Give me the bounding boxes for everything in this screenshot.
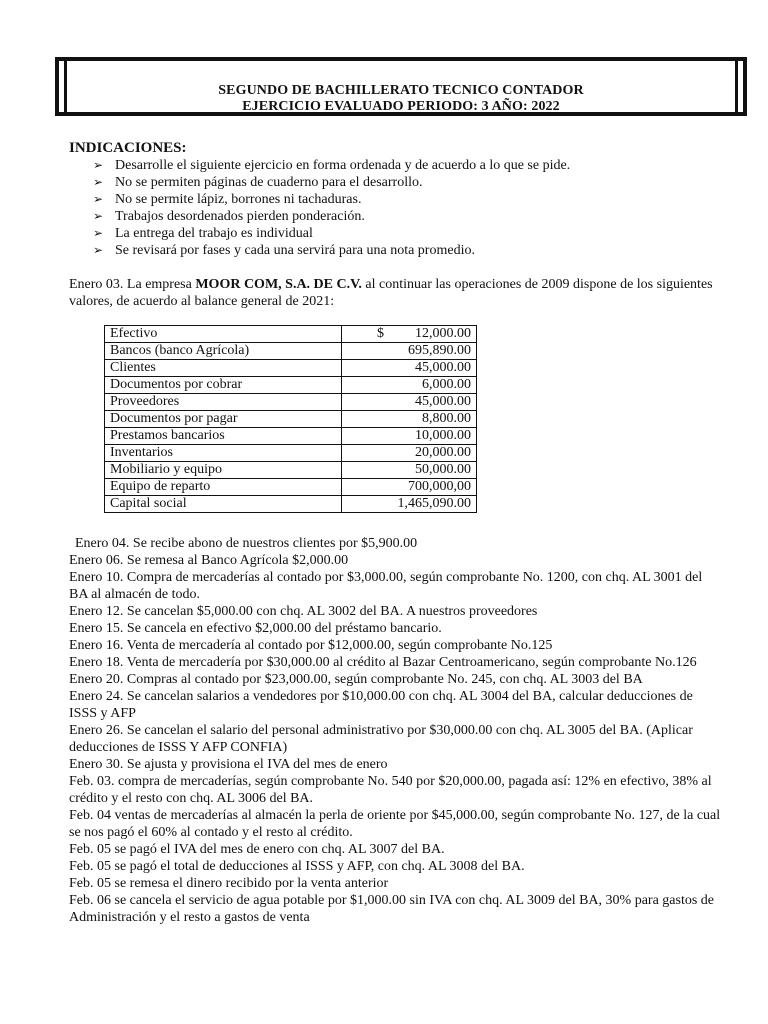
transaction-entry: Enero 30. Se ajusta y provisiona el IVA del mes de enero [69, 757, 388, 772]
arrow-bullet-icon: ➢ [93, 209, 104, 223]
balance-table [104, 325, 477, 513]
transactions-list [69, 535, 721, 926]
list-item: ➢ Desarrolle el siguiente ejercicio en forma ordenada y de acuerdo a lo que se pide. [93, 158, 571, 173]
instructions-heading: INDICACIONES: [69, 140, 187, 156]
currency-symbol: $ [377, 326, 384, 341]
table-row: Documentos por cobrar 6,000.00 [105, 377, 477, 394]
arrow-bullet-icon: ➢ [93, 243, 104, 257]
intro-paragraph: Enero 03. La empresa MOOR COM, S.A. DE C.V. al continuar las operaciones de 2009 dispone de los siguientes valores, de acuerdo al balance general de 2021: [69, 277, 713, 309]
transaction-entry: Feb. 03. compra de mercaderías, según comprobante No. 540 por $20,000.00, pagada así: 12% en efectivo, 38% al crédito y el resto con chq. AL 3006 del BA. [69, 774, 712, 806]
list-item: ➢ No se permiten páginas de cuaderno para el desarrollo. [93, 175, 423, 190]
table-row: Clientes 45,000.00 [105, 360, 477, 377]
list-item: ➢ Se revisará por fases y cada una servirá para una nota promedio. [93, 243, 475, 258]
table-row: Documentos por pagar 8,800.00 [105, 411, 477, 428]
transaction-entry: Feb. 05 se pagó el total de deducciones al ISSS y AFP, con chq. AL 3008 del BA. [69, 859, 525, 874]
transaction-entry: Enero 24. Se cancelan salarios a vendedores por $10,000.00 con chq. AL 3004 del BA, calcular deducciones de ISSS y AFP [69, 689, 693, 721]
transaction-entry: Enero 18. Venta de mercadería por $30,000.00 al crédito al Bazar Centroamericano, según comprobante No.126 [69, 655, 697, 670]
transaction-entry: Enero 15. Se cancela en efectivo $2,000.00 del préstamo bancario. [69, 621, 442, 636]
table-row: Capital social 1,465,090.00 [105, 496, 477, 513]
table-row: Equipo de reparto 700,000,00 [105, 479, 477, 496]
transaction-entry: Enero 26. Se cancelan el salario del personal administrativo por $30,000.00 con chq. AL 3005 del BA. (Aplicar deducciones de ISSS Y AFP CONFIA) [69, 723, 693, 755]
transaction-entry: Enero 04. Se recibe abono de nuestros clientes por $5,900.00 [75, 536, 418, 551]
transaction-entry: Enero 12. Se cancelan $5,000.00 con chq. AL 3002 del BA. A nuestros proveedores [69, 604, 538, 619]
table-row: Prestamos bancarios 10,000.00 [105, 428, 477, 445]
header-subtitle: EJERCICIO EVALUADO PERIODO: 3 AÑO: 2022 [242, 99, 560, 114]
transaction-entry: Enero 10. Compra de mercaderías al contado por $3,000.00, según comprobante No. 1200, con chq. AL 3001 del BA al almacén de todo. [69, 570, 703, 602]
arrow-bullet-icon: ➢ [93, 192, 104, 206]
table-row: Efectivo $ 12,000.00 [105, 326, 477, 343]
transaction-entry: Enero 20. Compras al contado por $23,000.00, según comprobante No. 245, con chq. AL 3003 del BA [69, 672, 643, 687]
table-row: Mobiliario y equipo 50,000.00 [105, 462, 477, 479]
arrow-bullet-icon: ➢ [93, 226, 104, 240]
header-title: SEGUNDO DE BACHILLERATO TECNICO CONTADOR [218, 83, 584, 98]
transaction-entry: Feb. 05 se pagó el IVA del mes de enero con chq. AL 3007 del BA. [69, 842, 445, 857]
transaction-entry: Enero 06. Se remesa al Banco Agrícola $2,000.00 [69, 553, 349, 568]
transaction-entry: Feb. 06 se cancela el servicio de agua potable por $1,000.00 sin IVA con chq. AL 3009 del BA, 30% para gastos de Administración y el resto a gastos de venta [69, 893, 715, 925]
table-row: Inventarios 20,000.00 [105, 445, 477, 462]
list-item: ➢ La entrega del trabajo es individual [93, 226, 313, 241]
table-row: Proveedores 45,000.00 [105, 394, 477, 411]
header-box [55, 57, 747, 116]
arrow-bullet-icon: ➢ [93, 158, 104, 172]
transaction-entry: Feb. 04 ventas de mercaderías al almacén la perla de oriente por $45,000.00, según comprobante No. 127, de la cual se nos pagó el 60% al contado y el resto al crédito. [69, 808, 721, 840]
arrow-bullet-icon: ➢ [93, 175, 104, 189]
instructions-list [93, 157, 570, 259]
list-item: ➢ No se permite lápiz, borrones ni tachaduras. [93, 192, 362, 207]
table-row: Bancos (banco Agrícola) 695,890.00 [105, 343, 477, 360]
transaction-entry: Feb. 05 se remesa el dinero recibido por la venta anterior [69, 876, 389, 891]
company-name: MOOR COM, S.A. DE C.V. [195, 277, 362, 292]
list-item: ➢ Trabajos desordenados pierden ponderación. [93, 209, 365, 224]
transaction-entry: Enero 16. Venta de mercadería al contado por $12,000.00, según comprobante No.125 [69, 638, 553, 653]
